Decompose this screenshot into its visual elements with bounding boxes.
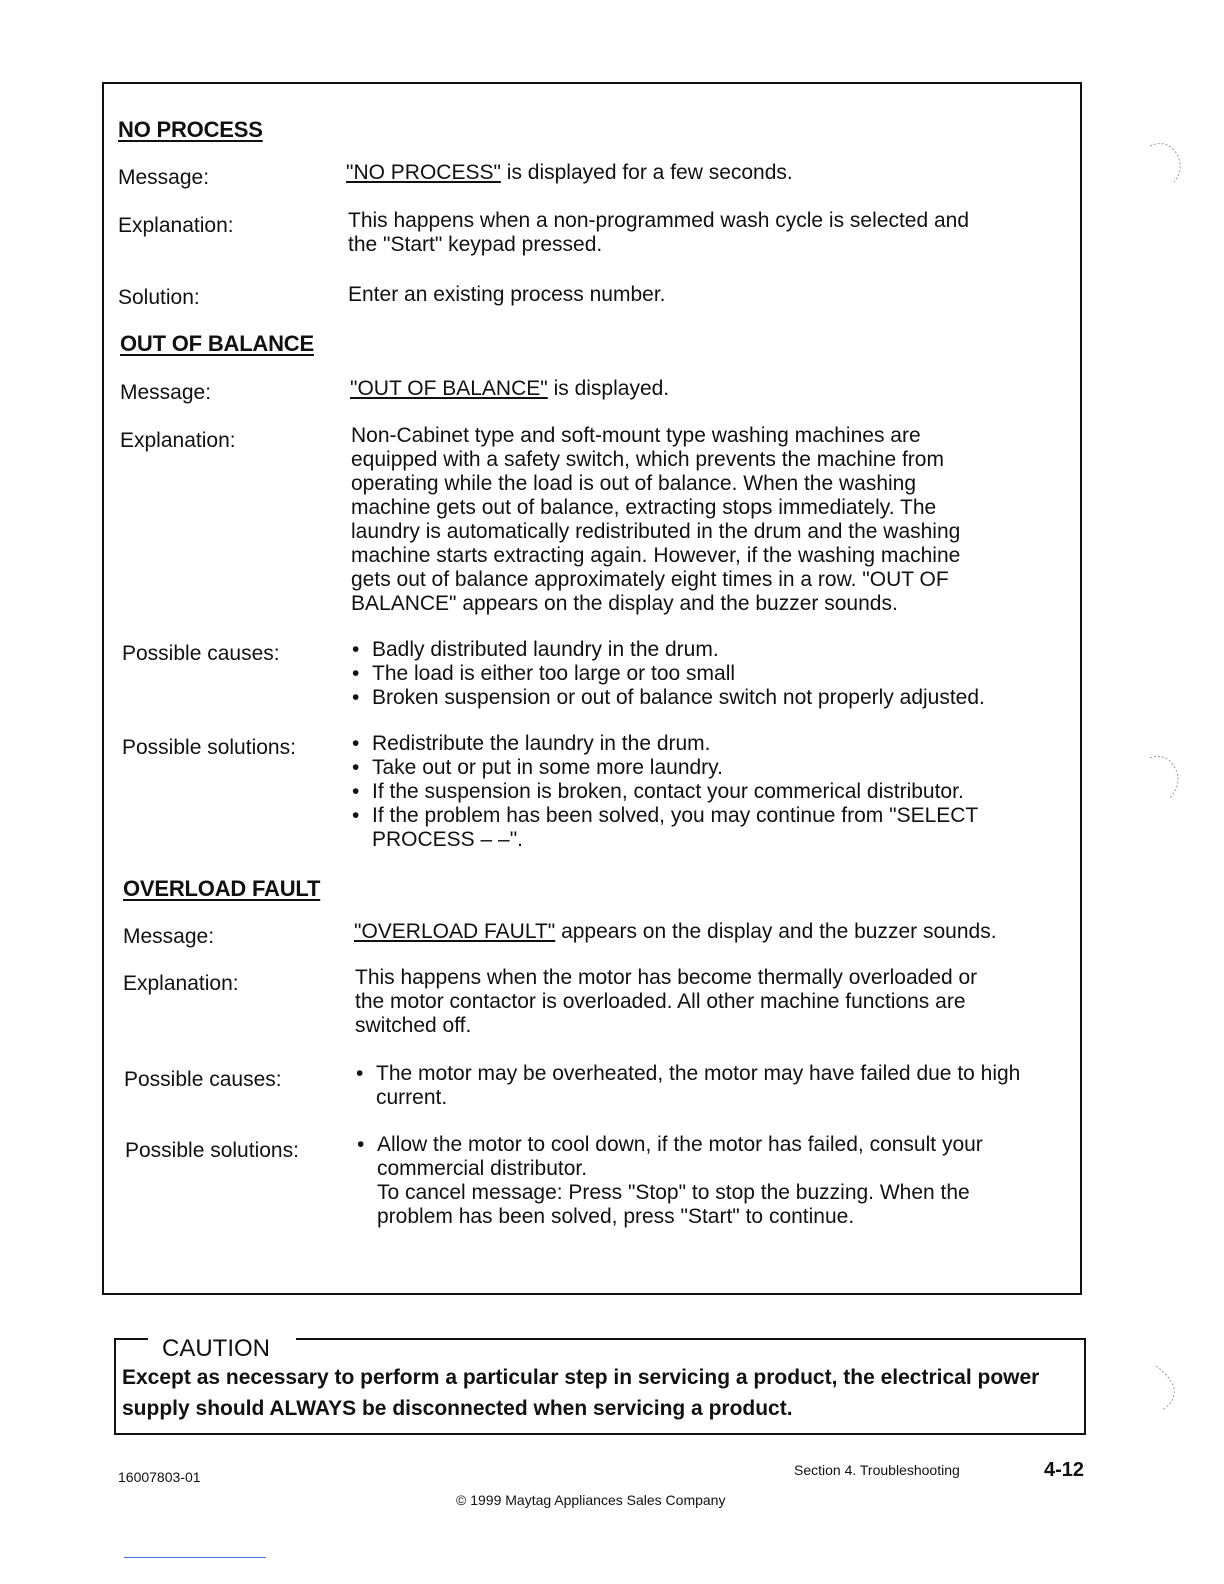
explanation-line: BALANCE" appears on the display and the buzzer sounds. [351, 592, 898, 615]
section-heading-overload-fault: OVERLOAD FAULT [123, 876, 321, 901]
binder-hole-mark [1140, 752, 1190, 802]
explanation-line: Non-Cabinet type and soft-mount type washing machines are [351, 424, 921, 447]
message-rest: is displayed for a few seconds. [500, 161, 793, 184]
cancel-instruction-line: problem has been solved, press "Start" to continue. [377, 1205, 855, 1228]
explanation-text [348, 209, 1048, 257]
solution-item: • Redistribute the laundry in the drum. [352, 732, 1042, 756]
caution-text: Except as necessary to perform a particular step in servicing a product, the electrical power supply should ALWAYS be disconnected when servicing a product. [122, 1366, 1040, 1420]
explanation-text [355, 966, 1055, 1038]
message-value: "OUT OF BALANCE" [350, 377, 548, 400]
solutions-list [357, 1133, 1057, 1229]
causes-label: Possible causes: [124, 1068, 282, 1091]
caution-rule-right [296, 1338, 1086, 1340]
solutions-label: Possible solutions: [125, 1139, 299, 1162]
causes-list [356, 1062, 1046, 1110]
caution-title: CAUTION [162, 1335, 270, 1362]
explanation-line: machine starts extracting again. However, if the washing machine [351, 544, 961, 567]
explanation-line: This happens when the motor has become thermally overloaded or [355, 966, 978, 989]
message-text [354, 920, 1054, 944]
section-heading-out-of-balance: OUT OF BALANCE [120, 331, 314, 356]
cause-item: • Broken suspension or out of balance switch not properly adjusted. [352, 686, 1072, 710]
document-number: 16007803-01 [118, 1469, 201, 1485]
explanation-line: laundry is automatically redistributed in the drum and the washing [351, 520, 961, 543]
solution-item: • Take out or put in some more laundry. [352, 756, 1042, 780]
solution-item: • If the suspension is broken, contact your commerical distributor. [352, 780, 1042, 804]
message-rest: is displayed. [547, 377, 670, 400]
copyright: © 1999 Maytag Appliances Sales Company [456, 1492, 726, 1508]
explanation-line: equipped with a safety switch, which prevents the machine from [351, 448, 944, 471]
solutions-label: Possible solutions: [122, 736, 296, 759]
explanation-line: gets out of balance approximately eight times in a row. "OUT OF [351, 568, 949, 591]
cause-item: • Badly distributed laundry in the drum. [352, 638, 1072, 662]
solution-item: • If the problem has been solved, you may continue from "SELECT PROCESS – –". [352, 804, 1042, 852]
message-label: Message: [123, 925, 215, 948]
cancel-instruction-line: To cancel message: Press "Stop" to stop the buzzing. When the [377, 1181, 970, 1204]
explanation-line: operating while the load is out of balance. When the washing [351, 472, 917, 495]
solution-label: Solution: [118, 286, 200, 309]
message-text [346, 161, 1046, 185]
explanation-label: Explanation: [123, 972, 239, 995]
section-title: Section 4. Troubleshooting [794, 1462, 960, 1478]
causes-list [352, 638, 1072, 710]
explanation-line: This happens when a non-programmed wash cycle is selected and [348, 209, 970, 232]
explanation-label: Explanation: [120, 429, 236, 452]
page-number: 4-12 [1044, 1459, 1085, 1481]
section-heading-no-process: NO PROCESS [118, 117, 263, 142]
message-label: Message: [120, 381, 212, 404]
message-value: "OVERLOAD FAULT" [354, 920, 556, 943]
explanation-line: machine gets out of balance, extracting stops immediately. The [351, 496, 937, 519]
cause-item: • The load is either too large or too small [352, 662, 1072, 686]
explanation-line: switched off. [355, 1014, 472, 1037]
explanation-line: the "Start" keypad pressed. [348, 233, 603, 256]
message-rest: appears on the display and the buzzer sounds. [555, 920, 997, 943]
solutions-list [352, 732, 1042, 852]
message-label: Message: [118, 166, 210, 189]
explanation-line: the motor contactor is overloaded. All other machine functions are [355, 990, 966, 1013]
explanation-text [351, 424, 1051, 616]
cause-item: • The motor may be overheated, the motor may have failed due to high current. [356, 1062, 1046, 1110]
solution-item: • Allow the motor to cool down, if the motor has failed, consult your commercial distributor. [357, 1133, 1057, 1181]
message-value: "NO PROCESS" [346, 161, 501, 184]
message-text [350, 377, 1050, 401]
caution-rule-left [114, 1338, 148, 1340]
bottom-rule [124, 1557, 266, 1558]
binder-hole-mark [1140, 138, 1190, 188]
binder-hole-mark [1140, 1362, 1190, 1412]
solution-text: Enter an existing process number. [348, 283, 666, 306]
causes-label: Possible causes: [122, 642, 280, 665]
explanation-label: Explanation: [118, 214, 234, 237]
